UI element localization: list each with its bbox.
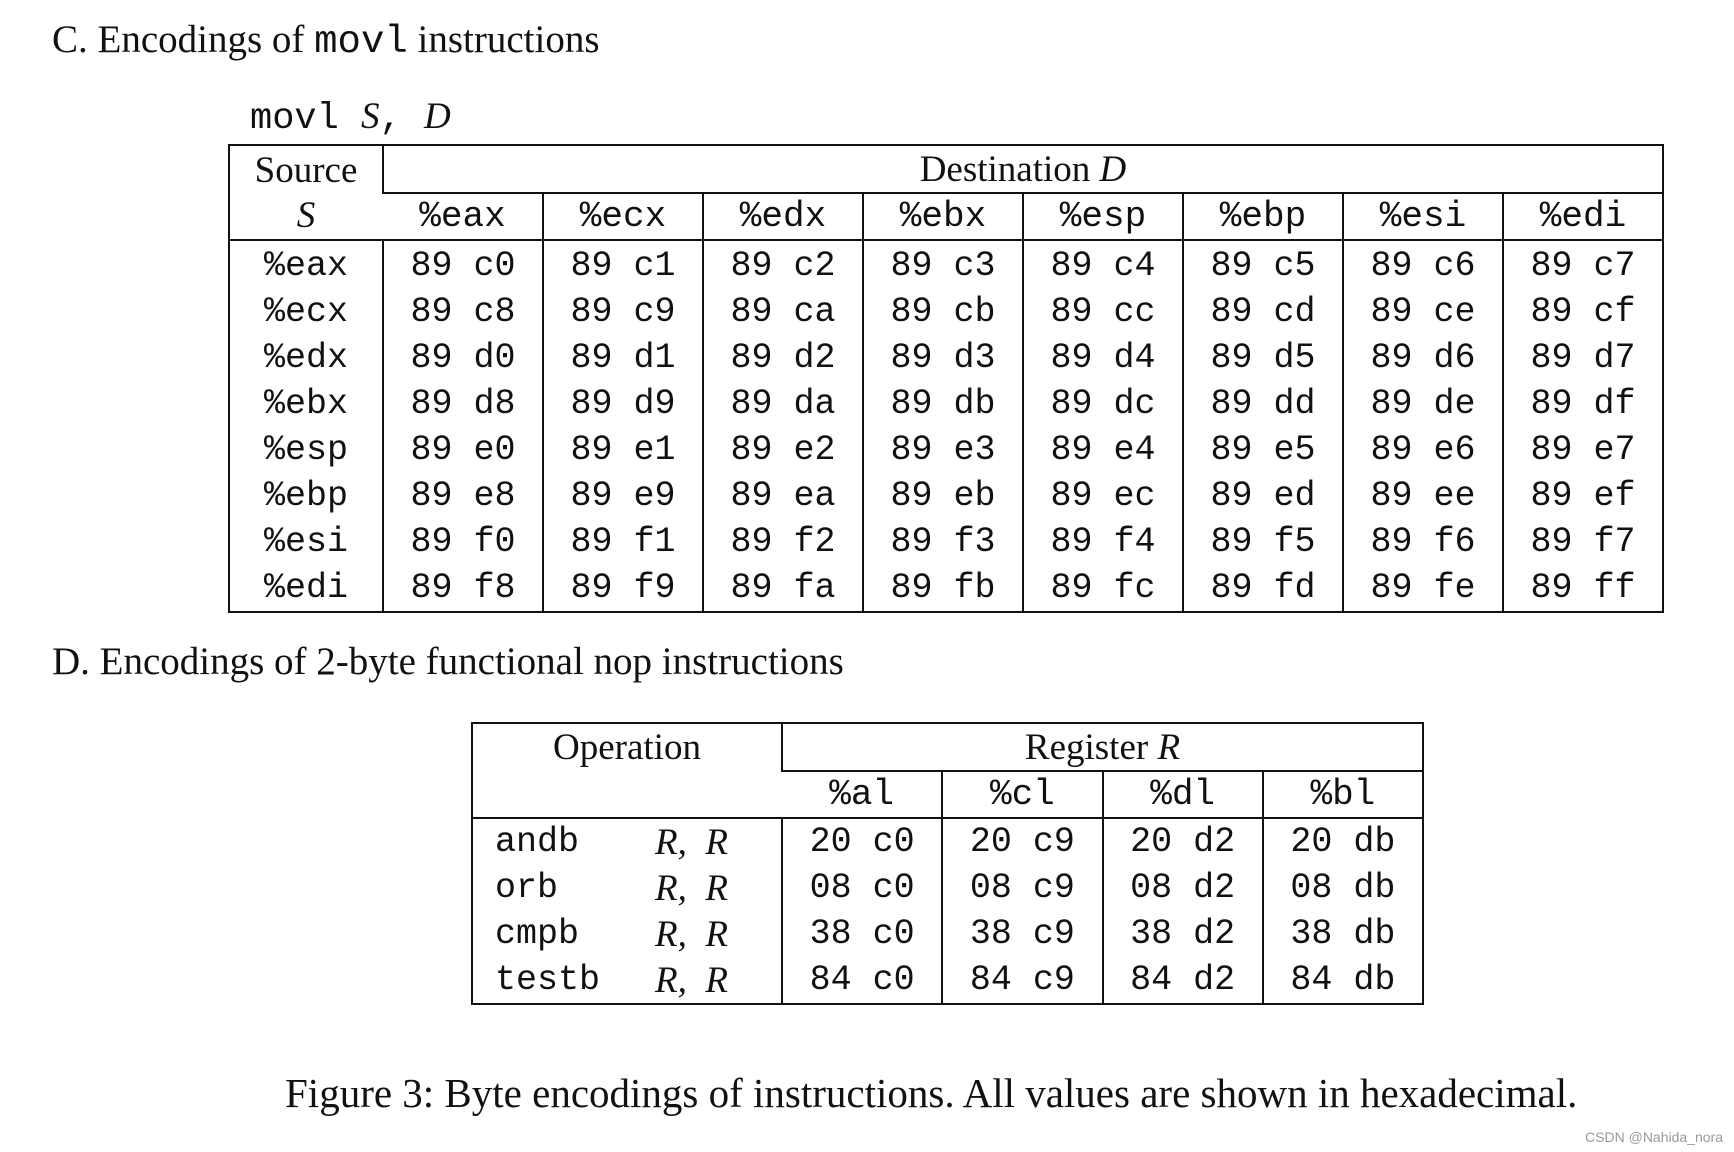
encoding-cell: 84 c0	[782, 957, 942, 1004]
section-c-heading-code: movl	[314, 20, 408, 64]
encoding-cell: 38 c9	[942, 911, 1102, 957]
encoding-cell: 89 e6	[1343, 427, 1503, 473]
operation-operands: R, R	[655, 867, 728, 909]
encoding-cell: 89 da	[703, 381, 863, 427]
source-register-cell: %ebx	[263, 384, 348, 424]
register-header-label: Register	[1024, 726, 1158, 768]
source-register-cell: %eax	[263, 246, 348, 286]
encoding-cell: 89 d1	[543, 335, 703, 381]
nop-encoding-table	[471, 722, 1424, 1005]
table-row	[229, 565, 1663, 612]
encoding-cell: 08 db	[1263, 865, 1423, 911]
encoding-cell: 89 cf	[1503, 289, 1663, 335]
encoding-cell: 38 db	[1263, 911, 1423, 957]
encoding-cell: 89 c6	[1343, 240, 1503, 289]
encoding-cell: 89 e7	[1503, 427, 1663, 473]
table-row	[472, 957, 1423, 1004]
encoding-cell: 89 e5	[1183, 427, 1343, 473]
table-row	[229, 381, 1663, 427]
encoding-cell: 89 d3	[863, 335, 1023, 381]
encoding-cell: 89 f3	[863, 519, 1023, 565]
operation-cell	[472, 911, 782, 957]
source-header-label: Source	[254, 149, 358, 191]
source-register-cell: %ecx	[263, 292, 348, 332]
encoding-cell: 89 c5	[1183, 240, 1343, 289]
table-row	[472, 818, 1423, 865]
operation-mnemonic: andb	[495, 822, 580, 862]
destination-column-header: %ecx	[543, 193, 703, 240]
encoding-cell: 20 db	[1263, 818, 1423, 865]
encoding-cell: 08 c0	[782, 865, 942, 911]
figure-caption: Figure 3: Byte encodings of instructions. All values are shown in hexadecimal.	[285, 1070, 1578, 1116]
encoding-cell: 89 d7	[1503, 335, 1663, 381]
source-register-cell: %edi	[263, 568, 348, 608]
table-row	[229, 427, 1663, 473]
encoding-cell: 89 f6	[1343, 519, 1503, 565]
encoding-cell: 89 d6	[1343, 335, 1503, 381]
encoding-cell: 89 f1	[543, 519, 703, 565]
operation-cell	[472, 957, 782, 1004]
operation-operands: R, R	[655, 959, 728, 1001]
register-column-header: %bl	[1263, 771, 1423, 818]
encoding-cell: 89 f0	[383, 519, 543, 565]
table-row	[472, 865, 1423, 911]
register-column-header: %al	[782, 771, 942, 818]
register-column-header: %cl	[942, 771, 1102, 818]
encoding-cell: 89 d8	[383, 381, 543, 427]
encoding-cell: 89 e1	[543, 427, 703, 473]
encoding-cell: 08 c9	[942, 865, 1102, 911]
encoding-cell: 84 db	[1263, 957, 1423, 1004]
encoding-cell: 89 e8	[383, 473, 543, 519]
encoding-cell: 38 c0	[782, 911, 942, 957]
destination-column-header: %eax	[383, 193, 543, 240]
encoding-cell: 20 d2	[1103, 818, 1263, 865]
encoding-cell: 89 ef	[1503, 473, 1663, 519]
encoding-cell: 89 e2	[703, 427, 863, 473]
operation-mnemonic: orb	[495, 868, 559, 908]
encoding-cell: 89 fb	[863, 565, 1023, 612]
source-register-cell: %esp	[263, 430, 348, 470]
encoding-cell: 89 ea	[703, 473, 863, 519]
encoding-cell: 89 d2	[703, 335, 863, 381]
encoding-cell: 89 e0	[383, 427, 543, 473]
operation-column-header: Operation	[472, 723, 782, 818]
encoding-cell: 89 dd	[1183, 381, 1343, 427]
encoding-cell: 89 f4	[1023, 519, 1183, 565]
encoding-cell: 89 f5	[1183, 519, 1343, 565]
encoding-cell: 89 db	[863, 381, 1023, 427]
encoding-cell: 89 e4	[1023, 427, 1183, 473]
section-d-heading: D. Encodings of 2-byte functional nop instructions	[52, 640, 844, 683]
encoding-cell: 89 d0	[383, 335, 543, 381]
encoding-cell: 89 c9	[543, 289, 703, 335]
encoding-cell: 89 ec	[1023, 473, 1183, 519]
encoding-cell: 89 c0	[383, 240, 543, 289]
table-row	[229, 240, 1663, 289]
encoding-cell: 84 c9	[942, 957, 1102, 1004]
encoding-cell: 89 c7	[1503, 240, 1663, 289]
encoding-cell: 89 ce	[1343, 289, 1503, 335]
operation-operands: R, R	[655, 821, 728, 863]
encoding-cell: 89 c3	[863, 240, 1023, 289]
encoding-cell: 89 eb	[863, 473, 1023, 519]
encoding-cell: 20 c0	[782, 818, 942, 865]
syntax-source: S	[361, 96, 380, 137]
source-header-var: S	[296, 194, 316, 236]
syntax-dest: D	[423, 96, 451, 137]
encoding-cell: 89 cd	[1183, 289, 1343, 335]
encoding-cell: 89 c8	[383, 289, 543, 335]
destination-header-label: Destination	[919, 148, 1100, 190]
movl-encoding-table	[228, 144, 1664, 613]
register-header-var: R	[1157, 726, 1181, 768]
encoding-cell: 89 dc	[1023, 381, 1183, 427]
syntax-comma: ,	[379, 98, 424, 140]
table-row	[229, 335, 1663, 381]
table-row	[229, 473, 1663, 519]
destination-column-header: %edx	[703, 193, 863, 240]
operation-mnemonic: testb	[495, 960, 601, 1000]
section-c-heading-suffix: instructions	[407, 18, 600, 61]
encoding-cell: 20 c9	[942, 818, 1102, 865]
encoding-cell: 89 cb	[863, 289, 1023, 335]
encoding-cell: 89 de	[1343, 381, 1503, 427]
destination-column-header: %ebp	[1183, 193, 1343, 240]
encoding-cell: 38 d2	[1103, 911, 1263, 957]
destination-column-header: %esp	[1023, 193, 1183, 240]
register-group-header	[782, 723, 1423, 771]
destination-column-header: %esi	[1343, 193, 1503, 240]
encoding-cell: 89 cc	[1023, 289, 1183, 335]
table-row	[229, 519, 1663, 565]
encoding-cell: 89 f8	[383, 565, 543, 612]
syntax-mnemonic: movl	[250, 98, 362, 140]
encoding-cell: 89 df	[1503, 381, 1663, 427]
encoding-cell: 89 fa	[703, 565, 863, 612]
encoding-cell: 89 f2	[703, 519, 863, 565]
encoding-cell: 84 d2	[1103, 957, 1263, 1004]
movl-syntax	[250, 98, 451, 138]
encoding-cell: 89 fc	[1023, 565, 1183, 612]
destination-header-var: D	[1099, 148, 1127, 190]
source-column-header	[229, 145, 383, 240]
section-c-heading-prefix: C. Encodings of	[52, 18, 315, 61]
encoding-cell: 89 fe	[1343, 565, 1503, 612]
destination-column-header: %edi	[1503, 193, 1663, 240]
source-register-cell: %esi	[263, 522, 348, 562]
encoding-cell: 89 ee	[1343, 473, 1503, 519]
encoding-cell: 89 ed	[1183, 473, 1343, 519]
source-register-cell: %ebp	[263, 476, 348, 516]
operation-cell	[472, 818, 782, 865]
encoding-cell: 89 d4	[1023, 335, 1183, 381]
destination-column-header: %ebx	[863, 193, 1023, 240]
register-column-header: %dl	[1103, 771, 1263, 818]
encoding-cell: 89 fd	[1183, 565, 1343, 612]
encoding-cell: 89 c4	[1023, 240, 1183, 289]
encoding-cell: 89 c2	[703, 240, 863, 289]
encoding-cell: 08 d2	[1103, 865, 1263, 911]
encoding-cell: 89 f7	[1503, 519, 1663, 565]
encoding-cell: 89 ca	[703, 289, 863, 335]
encoding-cell: 89 d5	[1183, 335, 1343, 381]
encoding-cell: 89 ff	[1503, 565, 1663, 612]
section-c-heading	[52, 20, 600, 62]
encoding-cell: 89 e9	[543, 473, 703, 519]
operation-operands: R, R	[655, 913, 728, 955]
table-row	[472, 911, 1423, 957]
operation-cell	[472, 865, 782, 911]
table-row	[229, 289, 1663, 335]
encoding-cell: 89 d9	[543, 381, 703, 427]
operation-mnemonic: cmpb	[495, 914, 580, 954]
watermark: CSDN @Nahida_nora	[1585, 1129, 1723, 1145]
encoding-cell: 89 e3	[863, 427, 1023, 473]
encoding-cell: 89 f9	[543, 565, 703, 612]
encoding-cell: 89 c1	[543, 240, 703, 289]
source-register-cell: %edx	[263, 338, 348, 378]
destination-group-header	[383, 145, 1663, 193]
